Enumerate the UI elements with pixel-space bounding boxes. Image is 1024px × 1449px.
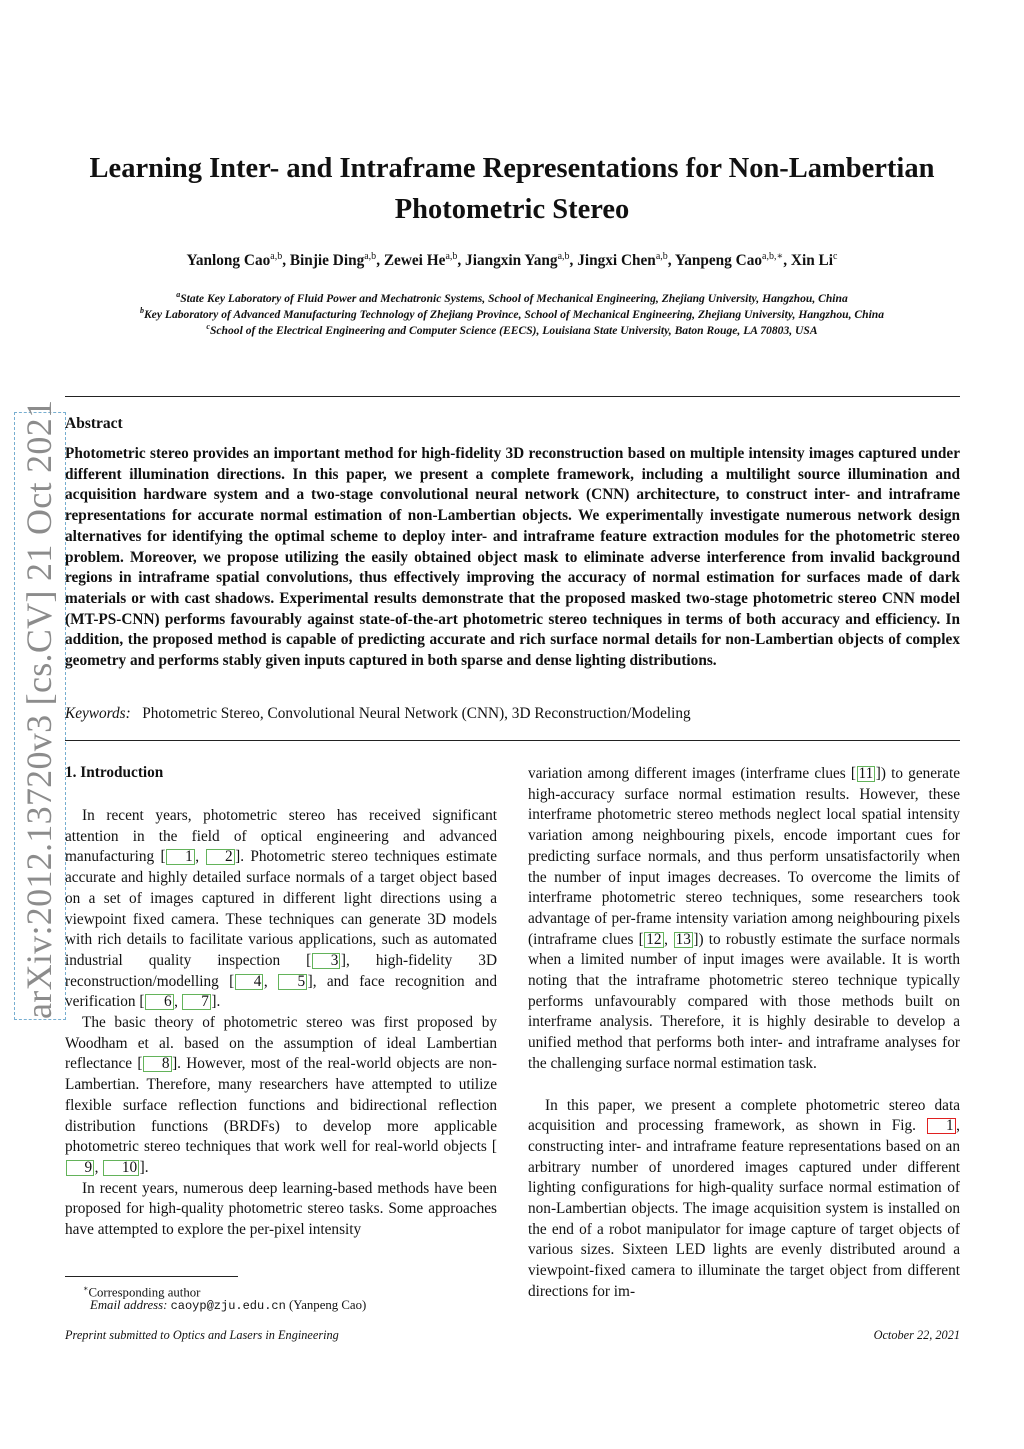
- footnote-rule: [65, 1276, 238, 1277]
- left-column: [65, 806, 497, 1241]
- text-run: variation among different images (interframe clues: [528, 765, 851, 782]
- author-name: Jiangxin Yang: [465, 252, 558, 270]
- footer-date: October 22, 2021: [873, 1328, 960, 1342]
- citation-link[interactable]: 8: [143, 1056, 172, 1072]
- title-line-2: Photometric Stereo: [394, 194, 630, 225]
- affiliation-mark: a: [176, 290, 181, 299]
- email-address[interactable]: caoyp@zju.edu.cn: [170, 1299, 286, 1313]
- citation-link[interactable]: 9: [66, 1160, 95, 1176]
- email-label: Email address:: [90, 1298, 168, 1312]
- abstract-heading: Abstract: [65, 415, 123, 432]
- section-heading-introduction: 1. Introduction: [65, 764, 164, 781]
- citation-link[interactable]: 4: [235, 974, 264, 990]
- email-owner: (Yanpeng Cao): [289, 1298, 367, 1312]
- author-name: Xin Li: [790, 252, 834, 270]
- text-run: ]. However, most of the real-world objects are non-Lambertian. Therefore, many researchers have attempted to utilize flexible surface reflection functions and bidirectional reflection distribution functions (BRDFs) to develop more applicable photometric stereo techniques that work well for real-world objects: [65, 1055, 497, 1156]
- citation-link[interactable]: 5: [278, 974, 307, 990]
- keywords-list: Photometric Stereo, Convolutional Neural Network (CNN), 3D Reconstruction/Modeling: [142, 705, 691, 722]
- citation-link[interactable]: 10: [103, 1160, 139, 1176]
- author-name: Zewei He: [383, 252, 446, 270]
- text-run: ,: [94, 1158, 103, 1176]
- keywords: [65, 705, 691, 723]
- author-name: Yanpeng Cao: [674, 252, 763, 270]
- author-name: Binjie Ding: [289, 252, 365, 270]
- citation-link[interactable]: 7: [182, 994, 211, 1010]
- citation-link[interactable]: 1: [166, 849, 195, 865]
- affiliation-c: [40, 319, 984, 339]
- text-run: ,: [174, 993, 182, 1011]
- text-run: ]) to robustly estimate the surface normals when a limited number of input images were available. It is worth noting that the intraframe photometric stereo technique typically performs unfavourably compared with those methods built on interframe analysis. Therefore, it is highly desirable to develop a unified method that performs both inter- and intraframe analyses for the challenging surface normal estimation task.: [528, 930, 960, 1072]
- keywords-label: Keywords:: [65, 705, 131, 722]
- intro-paragraph-3: In recent years, numerous deep learning-based methods have been proposed for high-quality photometric stereo tasks. Some approaches have attempted to explore the per-pixel intensity: [65, 1179, 497, 1239]
- footer-journal: Preprint submitted to Optics and Lasers in Engineering: [65, 1328, 339, 1342]
- arxiv-identifier-stamp[interactable]: arXiv:2012.13720v3 [cs.CV] 21 Oct 2021: [14, 412, 66, 1020]
- footnote-email: [90, 1297, 366, 1315]
- author-affil-mark: a,b: [270, 251, 283, 262]
- author-affil-mark: a,b: [655, 251, 668, 262]
- figure-link[interactable]: 1: [927, 1118, 956, 1134]
- footnote-text: Corresponding author: [88, 1285, 201, 1300]
- text-run: ], and face recognition and verification: [65, 972, 498, 1011]
- citation-link[interactable]: 2: [206, 849, 235, 865]
- text-run: ]. Photometric stereo techniques estimate accurate and highly detailed surface normals of a target object based on a set of images captured in different light directions using a viewpoint fixed camera. These techniques can generate 3D models with rich details to facilitate various applications, such as automated industrial quality inspection: [65, 848, 497, 969]
- citation-link[interactable]: 6: [145, 994, 174, 1010]
- text-run: ].: [139, 1158, 149, 1176]
- author-affil-mark: c: [833, 251, 838, 262]
- text-run: ].: [211, 993, 221, 1011]
- author-name: Jingxi Chen: [577, 252, 656, 270]
- intro-paragraph-continued: variation among different images (interframe clues [ 11 ]) to generate high-accuracy surface normal estimation results. However, these interframe photometric stereo methods neglect local spatial intensity variation among neighbouring pixels, encode important cues for predicting surface normals, and thus perform unsatisfactorily when the number of input images decreases. To overcome the limits of interframe photometric stereo techniques, some researchers took advantage of per-frame intensity variation among neighbouring pixels (intraframe clues [ 12 , 13 ]) to robustly estimate the surface normals when a limited number of input images were available. It is worth noting that the intraframe photometric stereo technique typically performs unfavourably compared with those methods built on interframe analysis. Therefore, it is highly desirable to develop a unified method that performs both inter- and intraframe analyses for the challenging surface normal estimation task.: [528, 765, 960, 1072]
- text-run: ,: [195, 848, 206, 866]
- author-affil-mark: a,b,∗: [762, 251, 784, 262]
- text-run: In recent years, photometric stereo has received significant attention in the field of optical engineering and advanced manufacturing: [65, 807, 497, 866]
- right-column: [528, 764, 960, 1303]
- affiliation-text: School of the Electrical Engineering and Computer Science (EECS), Louisiana State University, Baton Rouge, LA 70803, USA: [209, 323, 818, 337]
- text-run: In this paper, we present a complete photometric stereo data acquisition and processing framework, as shown in Fig.: [528, 1096, 960, 1135]
- citation-link[interactable]: 13: [675, 930, 691, 948]
- author-name: Yanlong Cao: [186, 252, 271, 270]
- author-affil-mark: a,b: [364, 251, 377, 262]
- abstract-top-rule: [65, 396, 960, 397]
- affiliation-mark: c: [206, 322, 210, 331]
- affiliation-text: State Key Laboratory of Fluid Power and Mechatronic Systems, School of Mechanical Engineering, Zhejiang University, Hangzhou, China: [180, 291, 848, 305]
- intro-paragraph-4: [528, 1096, 960, 1303]
- text-run: The basic theory of photometric stereo was first proposed by Woodham et al. based on the assumption of ideal Lambertian reflectance: [65, 1014, 497, 1073]
- footnote-mark: ∗: [83, 1284, 89, 1293]
- keywords-bottom-rule: [65, 740, 960, 741]
- paper-title: [40, 148, 984, 230]
- citation-link[interactable]: 12: [646, 930, 662, 948]
- affiliation-text: Key Laboratory of Advanced Manufacturing Technology of Zhejiang Province, School of Mechanical Engineering, Zhejiang University, Hangzhou, China: [143, 307, 885, 321]
- author-affil-mark: a,b: [445, 251, 458, 262]
- author-list: Yanlong Cao$^{a,b}$, Binjie Ding$^{a,b}$, Zewei He$^{a,b}$, Jiangxin Yang$^{a,b}$, Jingxi Chen$^{a,b}$, Yanpeng Cao$^{a,b,∗}$, Xin Li$^c$: [186, 251, 838, 270]
- title-line-1: Learning Inter- and Intraframe Representations for Non-Lambertian: [89, 153, 935, 184]
- author-affil-mark: a,b: [557, 251, 570, 262]
- text-run: ,: [664, 930, 674, 948]
- intro-paragraph-2: The basic theory of photometric stereo was first proposed by Woodham et al. based on the assumption of ideal Lambertian reflectance [ 8 ]. However, most of the real-world objects are non-Lambertian. Therefore, many researchers have attempted to utilize flexible surface reflection functions and bidirectional reflection distribution functions (BRDFs) to develop more applicable photometric stereo techniques that work well for real-world objects [9 , 10 ].: [65, 1014, 497, 1176]
- abstract-body: Photometric stereo provides an important method for high-fidelity 3D reconstruction based on multiple intensity images captured under different illumination directions. In this paper, we present a complete framework, including a multilight source illumination and acquisition hardware system and a two-stage convolutional neural network (CNN) architecture, to construct inter- and intraframe representations for accurate normal estimation of non-Lambertian objects. We experimentally investigate numerous network design alternatives for identifying the optimal scheme to deploy inter- and intraframe feature extraction modules for the photometric stereo problem. Moreover, we propose utilizing the easily obtained object mask to eliminate adverse interference from invalid background regions in intraframe spatial convolutions, thus effectively improving the accuracy of normal estimation for surfaces made of dark materials or with cast shadows. Experimental results demonstrate that the proposed masked two-stage photometric stereo CNN model (MT-PS-CNN) performs favourably against state-of-the-art photometric stereo techniques in terms of both accuracy and efficiency. In addition, the proposed method is capable of predicting accurate and rich surface normal details for non-Lambertian objects of complex geometry and performs stably given inputs captured in both sparse and dense lighting distributions.: [65, 445, 960, 670]
- intro-paragraph-1: In recent years, photometric stereo has received significant attention in the field of optical engineering and advanced manufacturing [ 1 , 2 ]. Photometric stereo techniques estimate accurate and highly detailed surface normals of a target object based on a set of images captured in different light directions using a viewpoint fixed camera. These techniques can generate 3D models with rich details to facilitate various applications, such as automated industrial quality inspection [ 3 ], high-fidelity 3D reconstruction/modelling [ 4 , 5 ], and face recognition and verification [ 6 , 7 ].: [65, 807, 498, 1011]
- citation-link[interactable]: 11: [858, 765, 874, 782]
- text-run: ], high-fidelity 3D reconstruction/modelling: [65, 951, 497, 990]
- text-run: , constructing inter- and intraframe feature representations based on an arbitrary number of unordered images captured under different lighting configurations for high-quality surface normal estimation of non-Lambertian objects. The image acquisition system is installed on the end of a robot manipulator for image capture of target objects of various sizes. Sixteen LED lights are evenly distributed around a viewpoint-fixed camera to illuminate the target object from different directions for im-: [528, 1117, 960, 1300]
- citation-link[interactable]: 3: [312, 953, 341, 969]
- text-run: ]) to generate high-accuracy surface normal estimation results. However, these interframe photometric stereo methods neglect local spatial intensity variation among neighbouring pixels, encode important cues for predicting surface normals, and thus perform unsatisfactorily when the number of input images decreases. To overcome the limits of interframe photometric stereo techniques, some researchers took advantage of per-frame intensity variation among neighbouring pixels (intraframe clues: [528, 765, 960, 948]
- text-run: ,: [263, 972, 278, 990]
- affiliation-mark: b: [139, 306, 144, 315]
